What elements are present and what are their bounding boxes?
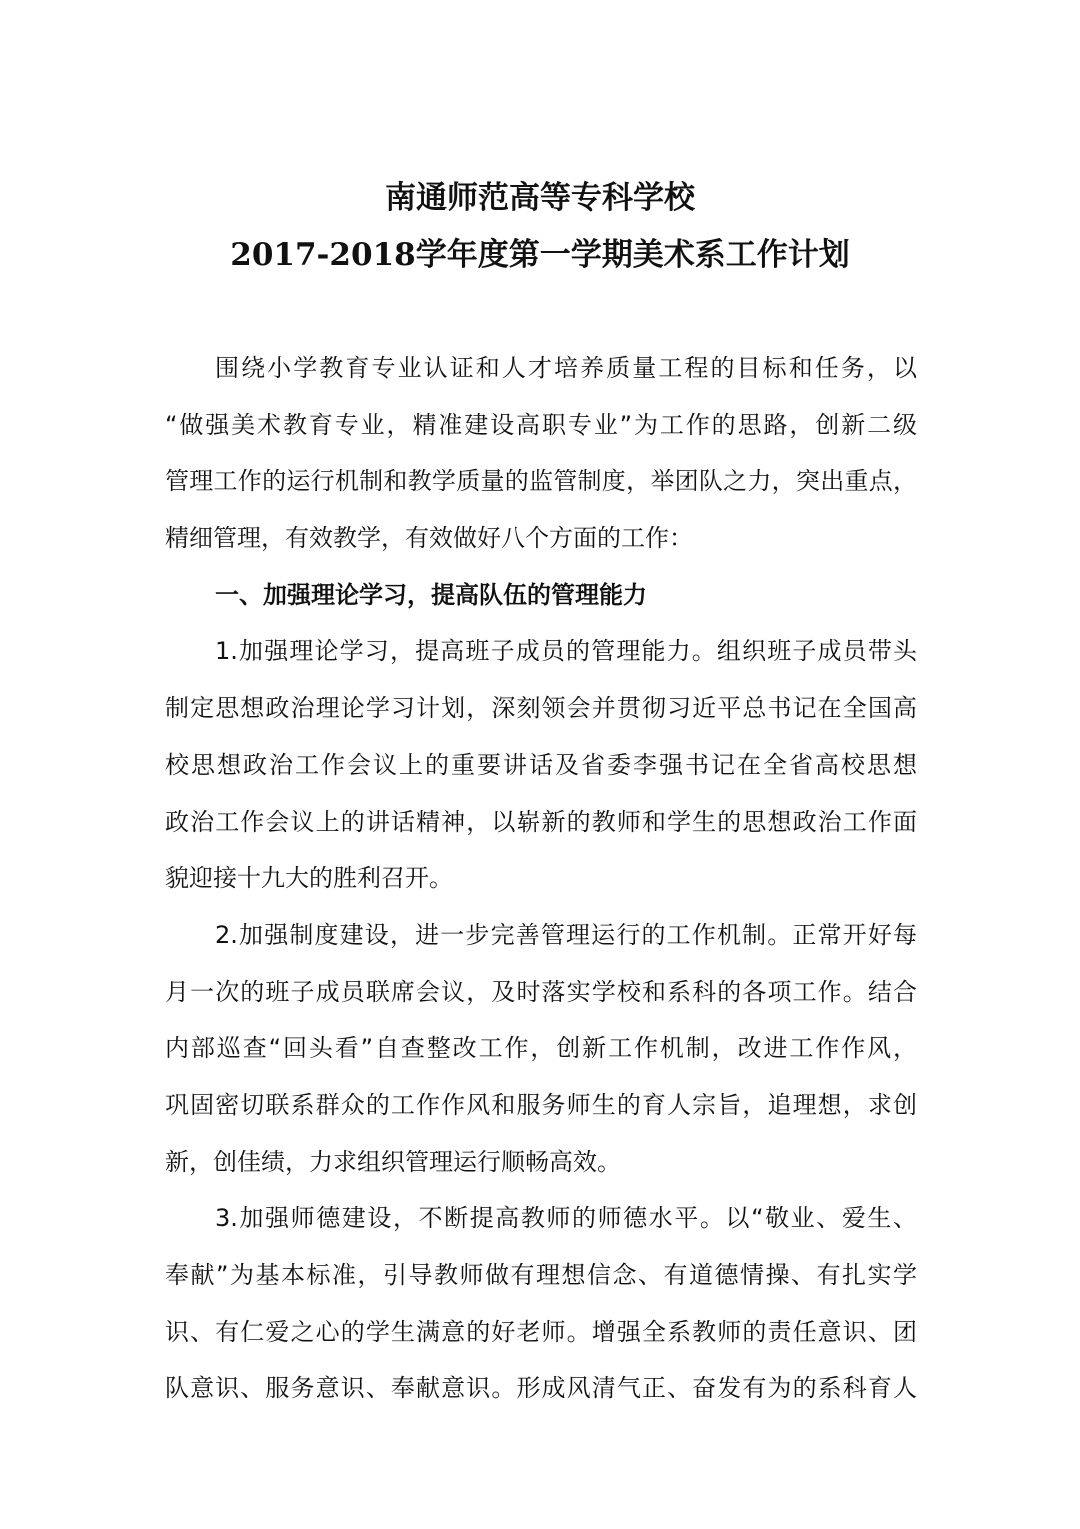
document-body: [165, 340, 917, 1417]
text-line: 3.加强师德建设，不断提高教师的师德水平。以“敬业、爱生、: [215, 1204, 917, 1233]
text-line: 1.加强理论学习，提高班子成员的管理能力。组织班子成员带头: [215, 637, 917, 666]
text-line: 新，创佳绩，力求组织管理运行顺畅高效。: [165, 1147, 621, 1176]
text-line: “做强美术教育专业，精准建设高职专业”为工作的思路，创新二级: [165, 410, 917, 439]
text-line: 貌迎接十九大的胜利召开。: [165, 864, 453, 893]
text-line: 内部巡查“回头看”自查整改工作，创新工作机制，改进工作作风，: [165, 1034, 917, 1063]
paragraph-item-1: [165, 623, 917, 906]
section-heading: [165, 567, 917, 624]
text-line: 奉献”为基本标准，引导教师做有理想信念、有道德情操、有扎实学: [165, 1261, 917, 1289]
text-line: 管理工作的运行机制和教学质量的监管制度，举团队之力，突出重点，: [165, 467, 917, 496]
heading-line: 一、加强理论学习，提高队伍的管理能力: [215, 579, 647, 609]
text-line: 政治工作会议上的讲话精神，以崭新的教师和学生的思想政治工作面: [165, 807, 917, 836]
text-line: 围绕小学教育专业认证和人才培养质量工程的目标和任务，以: [215, 354, 917, 382]
text-line: 月一次的班子成员联席会议，及时落实学校和系科的各项工作。结合: [165, 977, 917, 1006]
document-title: 南通师范高等专科学校: [385, 180, 695, 216]
text-line: 2.加强制度建设，进一步完善管理运行的工作机制。正常开好每: [215, 920, 917, 949]
paragraph-item-3: [165, 1190, 917, 1417]
text-line: 制定思想政治理论学习计划，深刻领会并贯彻习近平总书记在全国高: [165, 694, 917, 723]
text-line: 巩固密切联系群众的工作作风和服务师生的育人宗旨，追理想，求创: [165, 1090, 917, 1119]
text-line: 校思想政治工作会议上的重要讲话及省委李强书记在全省高校思想: [165, 750, 917, 779]
document-subtitle: 2017-2018学年度第一学期美术系工作计划: [230, 237, 850, 273]
text-line: 队意识、服务意识、奉献意识。形成风清气正、奋发有为的系科育人: [165, 1374, 917, 1403]
text-line: 识、有仁爱之心的学生满意的好老师。增强全系教师的责任意识、团: [165, 1317, 917, 1346]
paragraph-intro: [165, 340, 917, 567]
text-line: 精细管理，有效教学，有效做好八个方面的工作：: [165, 524, 693, 553]
paragraph-item-2: [165, 907, 917, 1190]
